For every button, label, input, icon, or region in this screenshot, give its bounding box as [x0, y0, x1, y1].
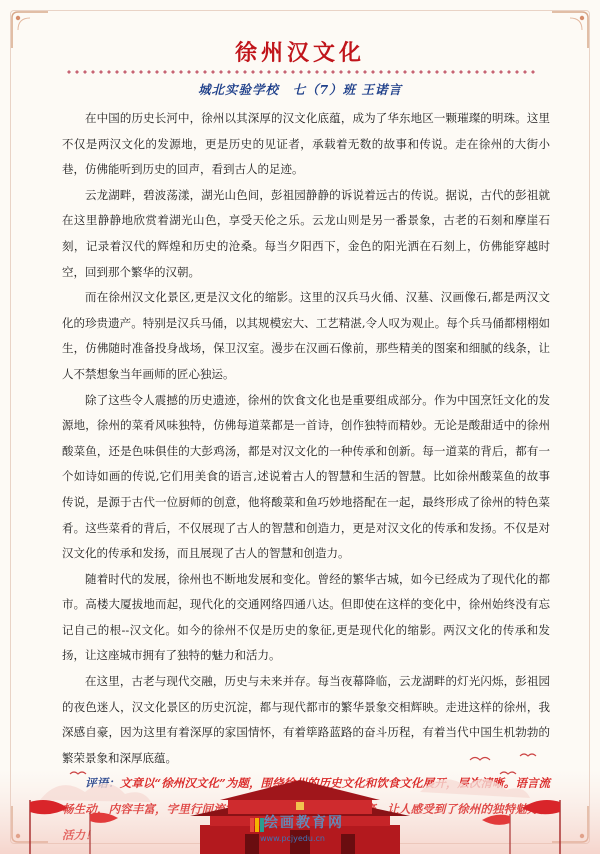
paragraph: 除了这些令人震撼的历史遗迹，徐州的饮食文化也是重要组成部分。作为中国烹饪文化的发源地，徐州的菜肴风味独特，仿佛每道菜都是一首诗，创作独特而精妙。无论是酸甜适中的徐州酸菜鱼，还是色味俱佳的大彭鸡汤，都是对汉文化的一种传承和创新。每一道菜的背后，都有一个如诗如画的传说,它们用美食的语言,述说着古人的智慧和生活的智慧。比如徐州酸菜鱼的故事传说，是源于古代一位厨师的创意，他将酸菜和鱼巧妙地搭配在一起，最终形成了徐州的特色菜肴。这些菜肴的背后，不仅展现了古人的智慧和创造力，更是对汉文化的传承和发扬。不仅是对汉文化的传承和发扬，而且展现了古人的智慧和创造力。: [62, 392, 550, 561]
author-byline: 城北实验学校 七（7）班 王诺言: [197, 82, 403, 97]
paragraph: 而在徐州汉文化景区,更是汉文化的缩影。这里的汉兵马火俑、汉墓、汉画像石,都是两汉文化的珍贵遗产。特别是汉兵马俑，以其规模宏大、工艺精湛,令人叹为观止。每个兵马俑都栩栩如生，仿佛随时准备投身战场，保卫汉室。漫步在汉画石像前，那些精美的图案和细腻的线条，让人不禁想象当年画师的匠心独运。: [62, 290, 550, 381]
paragraph: 随着时代的发展，徐州也不断地发展和变化。曾经的繁华古城，如今已经成为了现代化的都市。高楼大厦拔地而起，现代化的交通网络四通八达。但即使在这样的变化中，徐州始终没有忘记自己的根--汉文化。如今的徐州不仅是历史的象征,更是现代化的缩影。两汉文化的传承和发扬，让这座城市拥有了独特的魅力和活力。: [62, 571, 550, 663]
page-title: 徐州汉文化: [234, 40, 365, 66]
watermark-text: 绘画教育网: [264, 815, 344, 831]
paragraph: 在这里，古老与现代交融，历史与未来并存。每当夜幕降临，云龙湖畔的灯光闪烁，彭祖园的夜色迷人，汉文化景区的历史沉淀，都与现代都市的繁华景象交相辉映。走进这样的徐州，我深感自豪，因为这里有着深厚的家国情怀，有着筚路蓝路的奋斗历程，有着当代中国生机勃勃的繁荣景象和深厚底蕴。: [62, 674, 550, 765]
title-divider: [65, 70, 535, 74]
paragraph: 云龙湖畔，碧波荡漾，湖光山色间，彭祖园静静的诉说着远古的传说。据说，古代的彭祖就在这里静静地欣赏着湖光山色，享受天伦之乐。云龙山则是另一番景象，古老的石刻和摩崖石刻，记录着汉代的辉煌和历史的沧桑。每当夕阳西下，金色的阳光洒在石刻上，仿佛能穿越时空，回到那个繁华的汉朝。: [62, 187, 550, 279]
site-logo-icon: [250, 816, 264, 834]
paragraph: 在中国的历史长河中，徐州以其深厚的汉文化底蕴，成为了华东地区一颗璀璨的明珠。这里不仅是两汉文化的发源地，更是历史的见证者，承载着无数的故事和传说。走在徐州的大街小巷，仿佛能听到历史的回声，看到古人的足迹。: [62, 111, 550, 177]
watermark-url: www.pcjyedu.cn: [260, 834, 325, 843]
